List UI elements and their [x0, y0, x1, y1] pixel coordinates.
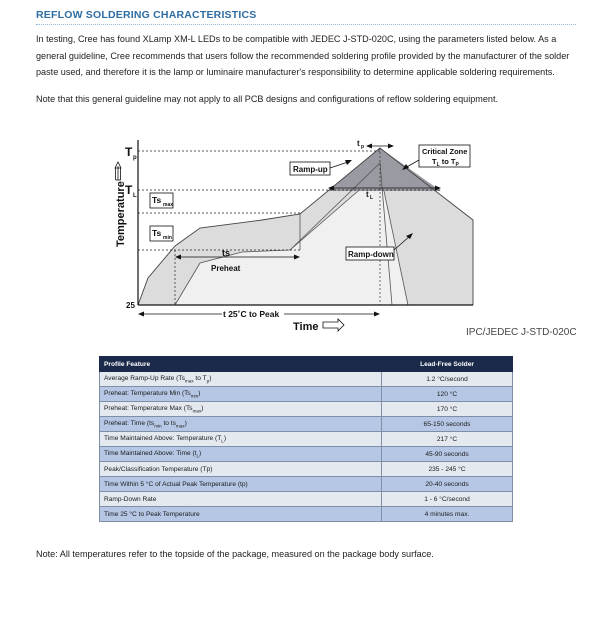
table-row [100, 372, 513, 387]
feature-cell: Time Maintained Above: Time $(t_L)$ [100, 447, 382, 462]
profile-feature-table [99, 356, 513, 522]
header-lead-free-solder: Lead-Free Solder [382, 357, 513, 372]
x-axis-title: Time [293, 321, 319, 333]
value-cell: 1.2 °C/second [382, 372, 513, 387]
ramp-up-label: Ramp-up [293, 165, 328, 174]
standard-label: IPC/JEDEC J-STD-020C [466, 327, 577, 338]
feature-cell: Time Within 5 °C of Actual Peak Temperature (tp) [100, 477, 382, 492]
header-profile-feature: Profile Feature [100, 357, 382, 372]
table-row [100, 492, 513, 507]
tp-label: T [125, 145, 133, 159]
svg-text:L: L [370, 195, 374, 201]
svg-text:min: min [163, 235, 172, 241]
value-cell: 217 °C [382, 432, 513, 447]
tsmin-label: Ts [152, 228, 162, 238]
value-cell: 170 °C [382, 402, 513, 417]
table-row [100, 417, 513, 432]
feature-cell: Time Maintained Above: Temperature $(T_L)$ [100, 432, 382, 447]
feature-cell: Ramp-Down Rate [100, 492, 382, 507]
svg-text:p: p [361, 144, 365, 150]
svg-text:L: L [133, 193, 137, 199]
svg-text:TL to TP: $T_L$ to $T_P$ [432, 157, 459, 168]
ramp-down-label: Ramp-down [348, 250, 394, 259]
time-to-peak-label: t 25˚C to Peak [223, 309, 280, 319]
value-cell: 235 - 245 °C [382, 462, 513, 477]
value-cell: 120 °C [382, 387, 513, 402]
section-title: REFLOW SOLDERING CHARACTERISTICS [36, 9, 257, 21]
svg-text:max: max [163, 202, 174, 208]
table-row [100, 432, 513, 447]
value-cell: 65-150 seconds [382, 417, 513, 432]
footnote: Note: All temperatures refer to the topside of the package, measured on the package body surface. [36, 549, 434, 559]
critical-zone-label: Critical Zone [422, 147, 468, 156]
svg-text:Temperature: Temperature [115, 181, 127, 247]
table-row [100, 402, 513, 417]
start-temp-label: 25 [126, 301, 135, 310]
y-axis-arrow [115, 162, 121, 180]
table-row [100, 447, 513, 462]
tsmax-label: Ts [152, 195, 162, 205]
svg-text:p: p [133, 155, 137, 161]
intro-paragraph: In testing, Cree has found XLamp XM-L LEDs to be compatible with JEDEC J-STD-020C, using the parameters listed below. As a general guideline, Cree recommends that users follow the recommended soldering profile provided by the manufacturer of the solder paste used, and therefore it is the lamp or luminaire manufacturer's responsibility to determine applicable soldering requirements. [36, 34, 570, 77]
feature-cell: Preheat: Temperature Min $(Ts_{min})$ [100, 387, 382, 402]
feature-cell: Preheat: Time ($ts_{min}$ to $ts_{max}$) [100, 417, 382, 432]
table-row [100, 507, 513, 522]
value-cell: 4 minutes max. [382, 507, 513, 522]
feature-cell: Time 25 °C to Peak Temperature [100, 507, 382, 522]
tl-time-label: t [366, 190, 369, 199]
table-row [100, 387, 513, 402]
table-header-row [100, 357, 513, 372]
value-cell: 45-90 seconds [382, 447, 513, 462]
ts-label: ts [222, 248, 231, 258]
table-row [100, 477, 513, 492]
value-cell: 20-40 seconds [382, 477, 513, 492]
tp-time-label: t [357, 139, 360, 148]
feature-cell: Average Ramp-Up Rate ($Ts_{max}$ to $T_p$) [100, 372, 382, 387]
preheat-label: Preheat [211, 264, 241, 273]
feature-cell: Preheat: Temperature Max $(Ts_{max})$ [100, 402, 382, 417]
feature-cell: Peak/Classification Temperature (Tp) [100, 462, 382, 477]
tl-label: T [125, 183, 133, 197]
guideline-note: Note that this general guideline may not apply to all PCB designs and configurations of reflow soldering equipment. [36, 94, 499, 104]
value-cell: 1 - 6 °C/second [382, 492, 513, 507]
table-row [100, 462, 513, 477]
x-axis-arrow [323, 319, 344, 331]
